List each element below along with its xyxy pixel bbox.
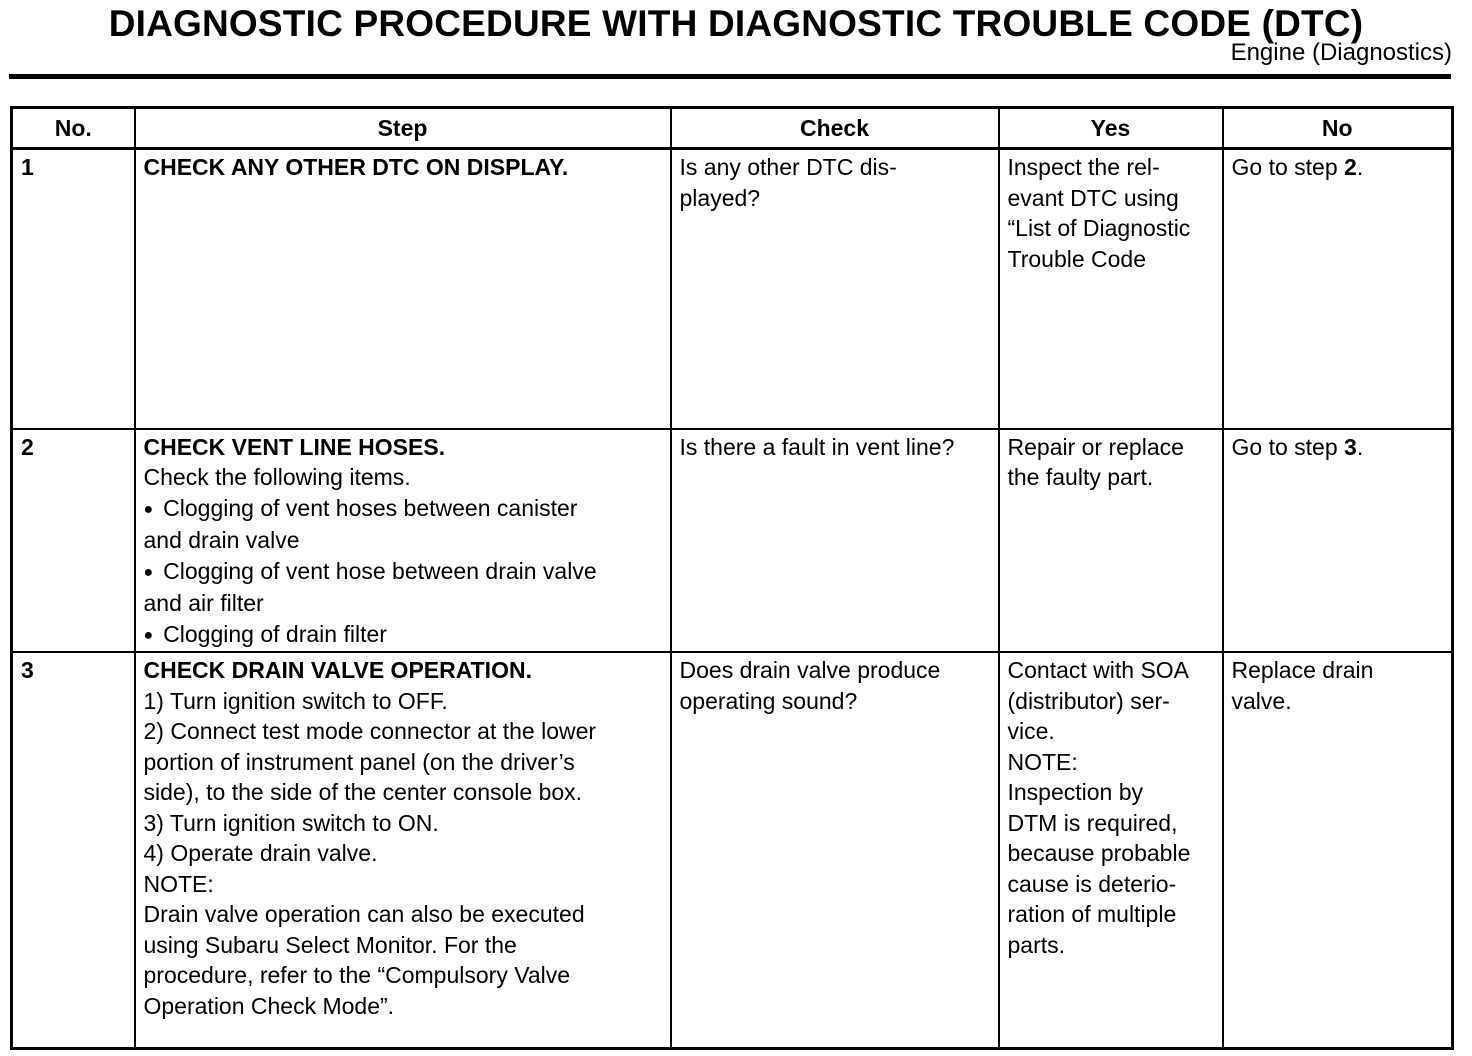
header-rule	[9, 74, 1451, 79]
step-bullet-cont: and air filter	[143, 590, 264, 616]
step-title: CHECK ANY OTHER DTC ON DISPLAY.	[143, 154, 569, 180]
yes-text-line: Trouble Code	[1007, 245, 1147, 272]
check-text-line: Is there a fault in vent line?	[679, 433, 955, 460]
table-header-row	[12, 108, 1453, 149]
column-header-check: Check	[671, 108, 999, 149]
yes-text-line: cause is deterio-	[1007, 870, 1177, 897]
yes-text-line: ration of multiple	[1007, 901, 1177, 927]
step-title: CHECK DRAIN VALVE OPERATION.	[143, 657, 532, 683]
step-bullet: ● Clogging of vent hoses between canister	[144, 493, 662, 526]
no-text-suffix: .	[1356, 154, 1364, 180]
no-text-line: Replace drain	[1231, 657, 1374, 683]
yes-cell	[999, 429, 1223, 653]
column-header-no: No.	[12, 108, 135, 149]
yes-cell	[999, 652, 1223, 1049]
yes-text-line: evant DTC using	[1007, 184, 1179, 211]
row-number: 3	[12, 652, 135, 1049]
step-text-line: Operation Check Mode”.	[143, 992, 395, 1019]
step-text-line: procedure, refer to the “Compulsory Valve	[143, 962, 571, 988]
page-title: DIAGNOSTIC PROCEDURE WITH DIAGNOSTIC TROUBLE CODE (DTC)	[108, 3, 1364, 44]
step-text-line: NOTE:	[143, 870, 214, 897]
no-cell	[1223, 429, 1453, 653]
check-text-line: Does drain valve produce	[679, 657, 941, 683]
step-cell	[135, 149, 671, 429]
check-cell	[671, 429, 999, 653]
step-bullet: ● Clogging of drain filter	[144, 619, 662, 652]
column-header-no-action: No	[1223, 108, 1453, 149]
step-intro: Check the following items.	[143, 464, 411, 490]
step-text-line: using Subaru Select Monitor. For the	[143, 931, 517, 958]
table-row	[12, 429, 1453, 653]
yes-text-line: (distributor) ser-	[1007, 687, 1170, 714]
step-text-line: 3) Turn ignition switch to ON.	[143, 809, 439, 836]
column-header-step: Step	[135, 108, 671, 149]
yes-text-line: because probable	[1007, 840, 1191, 866]
diagnostic-table	[10, 106, 1454, 1050]
check-text-line: played?	[679, 184, 761, 211]
goto-step-number: 3	[1344, 433, 1357, 460]
yes-text-line: NOTE:	[1007, 748, 1078, 775]
step-text-line: Drain valve operation can also be executed	[143, 901, 585, 927]
step-text-line: 4) Operate drain valve.	[143, 840, 378, 866]
yes-text-line: Repair or replace	[1007, 433, 1184, 460]
yes-text-line: “List of Diagnostic	[1007, 215, 1191, 241]
row-number: 2	[12, 429, 135, 653]
check-cell	[671, 149, 999, 429]
step-bullet: ● Clogging of vent hose between drain valve	[144, 556, 662, 589]
yes-text-line: parts.	[1007, 931, 1066, 958]
no-text-suffix: .	[1356, 433, 1364, 460]
goto-step-number: 2	[1344, 154, 1357, 180]
check-text-line: operating sound?	[679, 687, 858, 714]
no-text: Go to step	[1231, 433, 1345, 460]
yes-text-line: the faulty part.	[1007, 464, 1154, 490]
yes-text-line: Inspection by	[1007, 779, 1144, 805]
step-text-line: side), to the side of the center console box.	[143, 779, 583, 805]
page-subtitle: Engine (Diagnostics)	[1230, 39, 1452, 66]
no-cell	[1223, 149, 1453, 429]
no-text-line: valve.	[1231, 687, 1292, 714]
table-row	[12, 652, 1453, 1049]
table-row	[12, 149, 1453, 429]
no-cell	[1223, 652, 1453, 1049]
yes-text-line: vice.	[1007, 718, 1055, 744]
yes-cell	[999, 149, 1223, 429]
step-text-line: 2) Connect test mode connector at the lower	[143, 718, 597, 744]
step-cell	[135, 429, 671, 653]
yes-text-line: DTM is required,	[1007, 809, 1178, 836]
step-text-line: portion of instrument panel (on the driver’s	[143, 748, 575, 775]
row-number: 1	[12, 149, 135, 429]
check-text-line: Is any other DTC dis-	[679, 154, 897, 180]
step-cell	[135, 652, 671, 1049]
column-header-yes: Yes	[999, 108, 1223, 149]
yes-text-line: Inspect the rel-	[1007, 154, 1160, 180]
step-bullet-cont: and drain valve	[143, 527, 300, 553]
step-text-line: 1) Turn ignition switch to OFF.	[143, 687, 448, 714]
no-text: Go to step	[1231, 154, 1345, 180]
yes-text-line: Contact with SOA	[1007, 657, 1190, 683]
step-title: CHECK VENT LINE HOSES.	[143, 433, 446, 460]
check-cell	[671, 652, 999, 1049]
